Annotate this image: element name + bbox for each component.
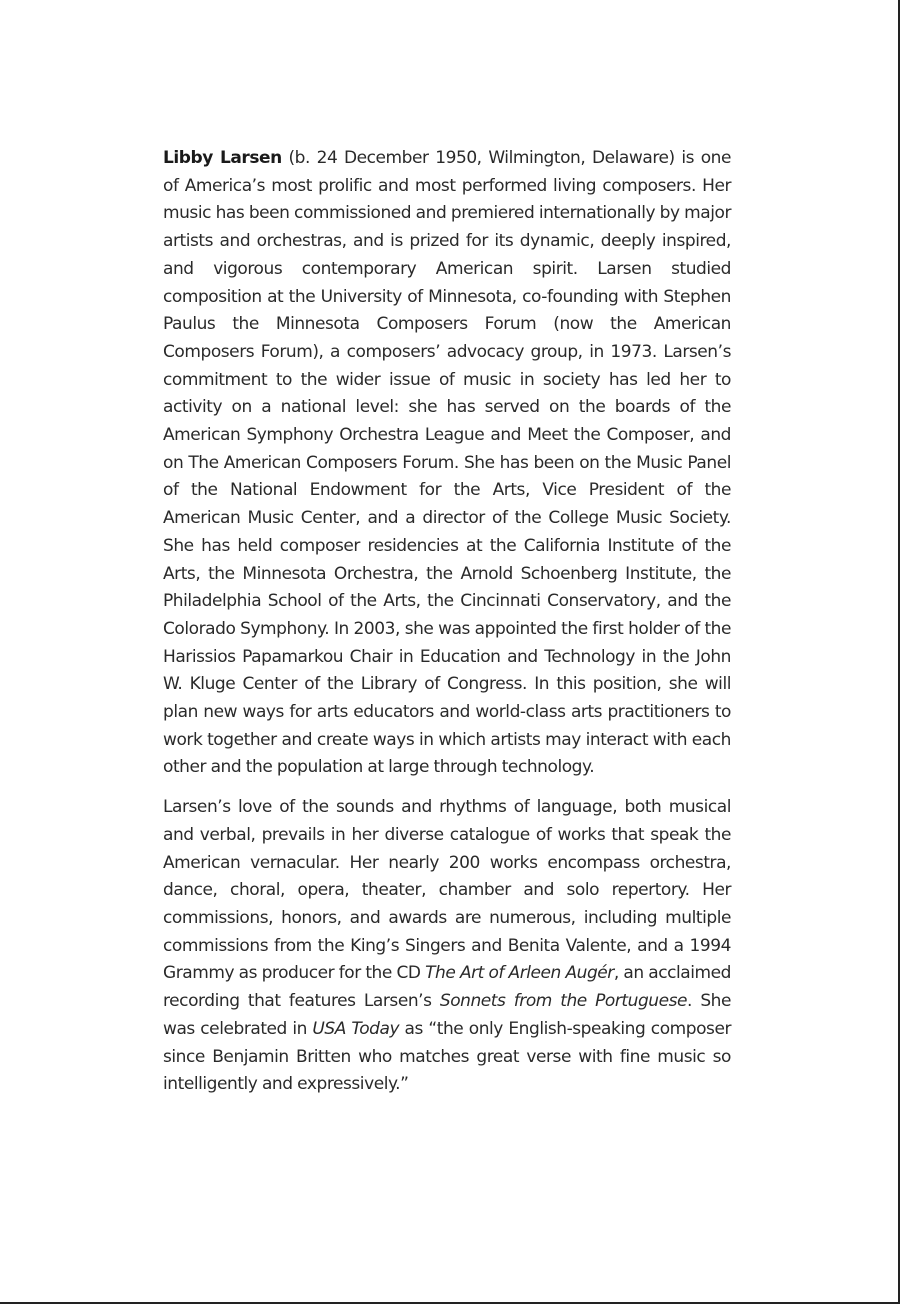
publication-title: USA Today [312, 1018, 400, 1039]
paragraph-2-text-d: as “the only English-speaking composer since Benjamin Britten who matches great verse with fine music so intelligently and expressively.” [163, 1018, 731, 1095]
cd-title: The Art of Arleen Augér [425, 963, 614, 984]
biography-paragraph-1 [163, 145, 731, 782]
composer-name: Libby Larsen [163, 148, 282, 168]
work-title: Sonnets from the Portuguese [439, 991, 688, 1012]
biography-paragraph-2 [163, 794, 731, 1099]
paragraph-2-text-b: , an acclaimed recording that features Larsen’s [163, 963, 731, 1012]
paragraph-2-text-c: . She was celebrated in [163, 991, 731, 1039]
biography-text [163, 145, 731, 1099]
paragraph-2-text-a: Larsen’s love of the sounds and rhythms of language, both musical and verbal, prevails in her diverse catalogue of works that speak the American vernacular. Her nearly 200 works encompass orchestra, dance, choral, opera, theater, chamber and solo repertory. Her commissions, honors, and awards are numerous, including multiple commissions from the King’s Singers and Benita Valente, and a 1994 Grammy as producer for the CD [163, 797, 731, 984]
paragraph-1-text: (b. 24 December 1950, Wilmington, Delaware) is one of America’s most prolific and most performed living composers. Her music has been commissioned and premiered internationally by major artists and orchestras, and is prized for its dynamic, deeply inspired, and vigorous contemporary American spirit. Larsen studied composition at the University of Minnesota, co-founding with Stephen Paulus the Minnesota Composers Forum (now the American Composers Forum), a composers’ advocacy group, in 1973. Larsen’s commitment to the wider issue of music in society has led her to activity on a national level: she has served on the boards of the American Symphony Orchestra League and Meet the Composer, and on The American Composers Forum. She has been on the Music Panel of the National Endowment for the Arts, Vice President of the American Music Center, and a director of the College Music Society. She has held composer residencies at the California Institute of the Arts, the Minnesota Orchestra, the Arnold Schoenberg Institute, the Philadelphia School of the Arts, the Cincinnati Conservatory, and the Colorado Symphony. In 2003, she was appointed the first holder of the Harissios Papamarkou Chair in Education and Technology in the John W. Kluge Center of the Library of Congress. In this position, she will plan new ways for arts educators and world-class arts practitioners to work together and create ways in which artists may interact with each other and the population at large through technology. [163, 148, 731, 778]
